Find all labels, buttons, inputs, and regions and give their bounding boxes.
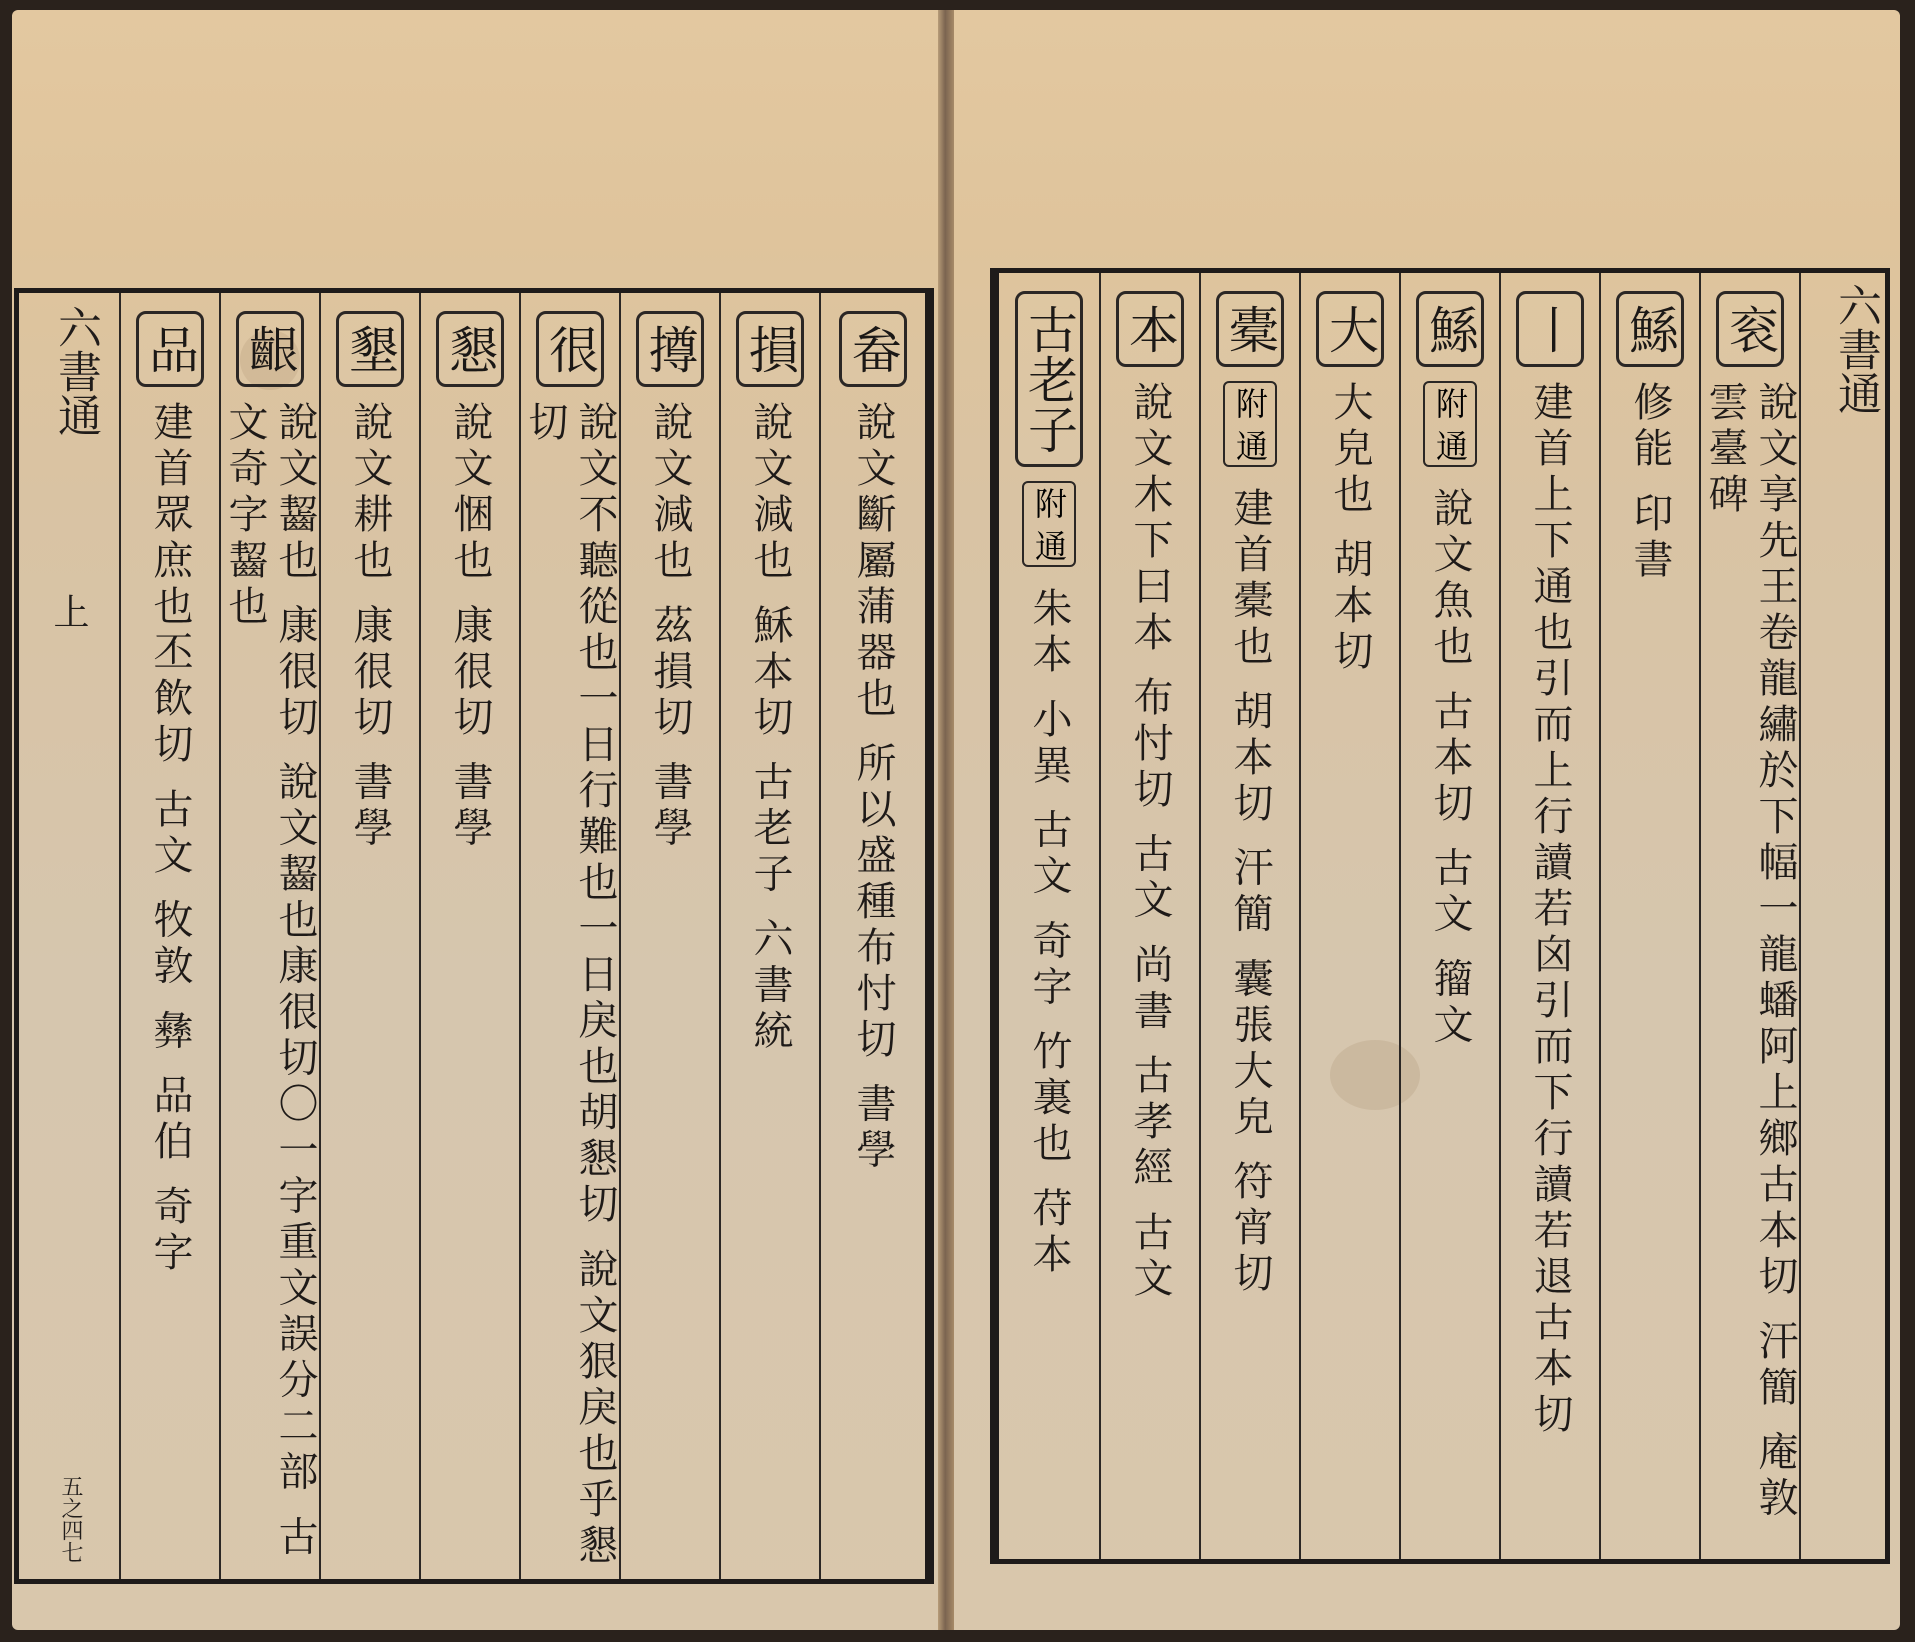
- left-spine-column: [19, 293, 119, 1579]
- entry-text: 說文減也 茲損切 書學: [647, 401, 693, 853]
- entry-head: 鯀: [1416, 291, 1484, 367]
- entry-column: [119, 293, 219, 1579]
- entry-head: 鯀: [1616, 291, 1684, 367]
- page-number: 五之四七: [58, 1475, 83, 1563]
- entry-text: 建首眾庶也丕飲切 古文 牧敦 彝 品伯 奇字: [147, 401, 193, 1277]
- entry-column: [1299, 273, 1399, 1559]
- entry-text: 說文不聽從也一日行難也一日戾也胡懇切 說文狠戾也乎懇切: [522, 401, 618, 1570]
- entry-text: 建首橐也 胡本切 汗簡 囊張大皃 符宵切: [1227, 487, 1273, 1299]
- entry-head: 齦: [236, 311, 304, 387]
- entry-text: 大皃也 胡本切: [1327, 381, 1373, 676]
- spine-title: 六書通: [1830, 283, 1881, 415]
- entry-head: 損: [736, 311, 804, 387]
- left-text-frame: [14, 288, 934, 1584]
- entry-head: 品: [136, 311, 204, 387]
- appendix-tag: 附 通: [1423, 381, 1477, 467]
- entry-column: [1599, 273, 1699, 1559]
- entry-column: [319, 293, 419, 1579]
- entry-column: [719, 293, 819, 1579]
- entry-text: 修能 印書: [1627, 381, 1673, 584]
- book-gutter: [938, 10, 954, 1630]
- entry-column: [219, 293, 319, 1579]
- entry-column: [1499, 273, 1599, 1559]
- entry-column: [1699, 273, 1799, 1559]
- entry-column: [419, 293, 519, 1579]
- entry-head: 丨: [1516, 291, 1584, 367]
- spine-marker: 上: [48, 593, 89, 629]
- appendix-tag: 附 通: [1022, 481, 1076, 567]
- entry-text: 建首上下通也引而上行讀若囟引而下行讀若退古本切: [1527, 381, 1573, 1439]
- appendix-tag: 附 通: [1223, 381, 1277, 467]
- entry-text: 說文享先王卷龍繡於下幅一龍蟠阿上鄉古本切 汗簡 庵敦 雲臺碑: [1702, 381, 1798, 1523]
- entry-column: [519, 293, 619, 1579]
- entry-text: 朱本 小異 古文 奇字 竹裏也 苻本: [1026, 587, 1072, 1279]
- entry-head: 畚: [839, 311, 907, 387]
- entry-head: 撙: [636, 311, 704, 387]
- entry-text: 說文減也 穌本切 古老子 六書統: [747, 401, 793, 1056]
- entry-head: 衮: [1716, 291, 1784, 367]
- entry-text: 說文齧也 康很切 說文齧也康很切〇一字重文誤分二部 古文奇字齧也: [222, 401, 318, 1562]
- entry-head: 古老子: [1015, 291, 1083, 467]
- entry-text: 說文悃也 康很切 書學: [447, 401, 493, 853]
- entry-head: 懇: [436, 311, 504, 387]
- entry-text: 說文耕也 康很切 書學: [347, 401, 393, 853]
- entry-column: [1099, 273, 1199, 1559]
- right-text-frame: [990, 268, 1890, 1564]
- entry-head: 大: [1316, 291, 1384, 367]
- entry-text: 說文斷屬蒲器也 所以盛種布忖切 書學: [850, 401, 896, 1175]
- entry-head: 橐: [1216, 291, 1284, 367]
- right-spine-column: [1799, 273, 1885, 1559]
- entry-column: [999, 273, 1099, 1559]
- entry-column: [819, 293, 925, 1579]
- entry-column: [1199, 273, 1299, 1559]
- entry-head: 本: [1116, 291, 1184, 367]
- entry-text: 說文魚也 古本切 古文 籀文: [1427, 487, 1473, 1050]
- spine-title: 六書通: [50, 305, 101, 437]
- entry-text: 說文木下曰本 布忖切 古文 尚書 古孝經 古文: [1127, 381, 1173, 1303]
- entry-head: 墾: [336, 311, 404, 387]
- entry-head: 很: [536, 311, 604, 387]
- entry-column: [619, 293, 719, 1579]
- entry-column: [1399, 273, 1499, 1559]
